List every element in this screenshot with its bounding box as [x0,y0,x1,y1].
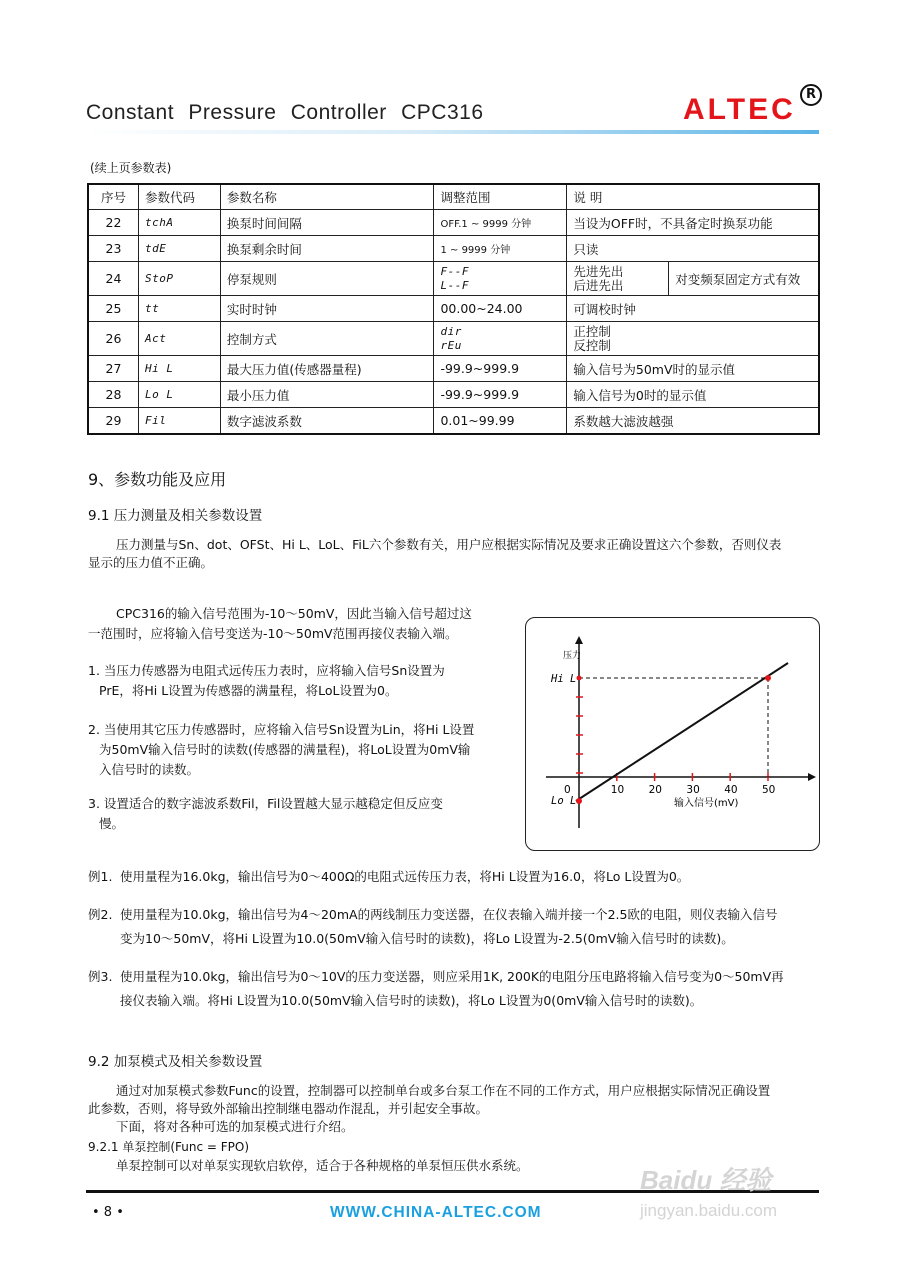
example-label: 例1. [88,869,113,884]
paragraph-line: CPC316的输入信号范围为-10～50mV，因此当输入信号超过这 [116,606,472,621]
list-item: 2. 当使用其它压力传感器时，应将输入信号Sn设置为Lin，将Hi L设置 [88,722,475,737]
row-no: 23 [89,236,139,262]
list-item: 1. 当压力传感器为电阻式远传压力表时，应将输入信号Sn设置为 [88,663,445,678]
row-name: 控制方式 [220,322,434,356]
parameter-table [88,184,819,434]
row-name: 换泵时间间隔 [220,210,434,236]
row-no: 27 [89,356,139,382]
table-row [89,322,819,356]
row-desc [567,322,819,356]
subsection-9-2-title: 9.2 加泵模式及相关参数设置 [88,1054,263,1070]
watermark-logo: Baidu 经验 [640,1165,772,1195]
website-link[interactable]: WWW.CHINA-ALTEC.COM [330,1204,542,1221]
header-no: 序号 [89,185,139,210]
paragraph-line: 通过对加泵模式参数Func的设置，控制器可以控制单台或多台泵工作在不同的工作方式，用户应根据实际情况正确设置 [116,1083,771,1098]
range-line-2: L--F [440,278,469,292]
subsection-9-1-title: 9.1 压力测量及相关参数设置 [88,508,263,524]
y-axis-label: 压力 [563,651,582,661]
example-text: 接仪表输入端。将Hi L设置为10.0(50mV输入信号时的读数)，将Lo L设置为0(0mV输入信号时的读数)。 [120,993,703,1008]
brand-logo: ALTEC [683,93,796,126]
desc-line-1: 正控制 [573,323,611,339]
x-axis-label: 输入信号(mV) [674,798,739,809]
row-no: 28 [89,382,139,408]
row-no: 26 [89,322,139,356]
row-code: Hi L [138,356,220,382]
row-range: -99.9~999.9 [434,382,567,408]
lol-point [576,798,582,804]
row-no: 24 [89,262,139,296]
row-name: 最大压力值(传感器量程) [220,356,434,382]
header-name: 参数名称 [220,185,434,210]
row-range [434,262,567,296]
x-tick-label: 10 [610,784,625,796]
document-title: Constant Pressure Controller CPC316 [86,101,484,124]
row-desc: 系数越大滤波越强 [567,408,819,434]
table-row [89,236,819,262]
table-row [89,356,819,382]
table-header-row [89,185,819,210]
y-axis-arrow [575,636,583,644]
list-item: 3. 设置适合的数字滤波系数Fil，Fil设置越大显示越稳定但反应变 [88,796,443,811]
paragraph-line: 此参数，否则，将导致外部输出控制继电器动作混乱，并引起安全事故。 [88,1101,489,1116]
row-desc: 当设为OFF时，不具备定时换泵功能 [567,210,819,236]
y-top-label: Hi L [551,673,577,685]
row-name: 最小压力值 [220,382,434,408]
row-range [434,322,567,356]
range-line-2: rEu [440,338,462,352]
row-code: Act [138,322,220,356]
x-tick-label: 20 [648,784,662,796]
list-item: PrE，将Hi L设置为传感器的满量程，将LoL设置为0。 [99,683,398,698]
data-series-line [576,663,788,801]
chart-frame [525,617,820,851]
paragraph-line: 下面，将对各种可选的加泵模式进行介绍。 [116,1119,354,1134]
list-item: 为50mV输入信号时的读数(传感器的满量程)，将LoL设置为0mV输 [99,742,471,757]
row-range: 0.01~99.99 [434,408,567,434]
row-code: tt [138,296,220,322]
row-code: Fil [138,408,220,434]
table-row [89,262,819,296]
row-range: 00.00~24.00 [434,296,567,322]
registered-mark: R [800,84,822,106]
range-line-1: dir [440,324,462,338]
paragraph-line: 显示的压力值不正确。 [88,555,214,570]
hil-point [765,675,771,681]
table-note: (续上页参数表) [90,161,172,175]
row-desc: 输入信号为0时的显示值 [567,382,819,408]
header-code: 参数代码 [138,185,220,210]
example-text: 使用量程为10.0kg，输出信号为0～10V的压力变送器，则应采用1K, 200K的电阻分压电路将输入信号变为0～50mV再 [120,969,784,984]
header-divider [86,130,819,134]
table-row [89,296,819,322]
row-name: 换泵剩余时间 [220,236,434,262]
row-code: StoP [138,262,220,296]
range-line-1: F--F [440,264,469,278]
row-no: 25 [89,296,139,322]
x-tick-label: 50 [762,784,776,796]
header-range: 调整范围 [434,185,567,210]
paragraph-line: 单泵控制可以对单泵实现软启软停，适合于各种规格的单泵恒压供水系统。 [116,1158,529,1173]
row-range: OFF.1 ~ 9999 分钟 [434,210,567,236]
row-range: 1 ~ 9999 分钟 [434,236,567,262]
row-code: tdE [138,236,220,262]
row-no: 22 [89,210,139,236]
row-name: 数字滤波系数 [220,408,434,434]
list-item: 慢。 [99,816,125,831]
y-bottom-label: Lo L [551,795,577,807]
x-tick-label: 40 [724,784,738,796]
table-row [89,408,819,434]
subsection-9-2-1-title: 9.2.1 单泵控制(Func = FPO) [88,1140,250,1154]
watermark [640,1160,777,1221]
row-desc: 输入信号为50mV时的显示值 [567,356,819,382]
row-code: Lo L [138,382,220,408]
row-code: tchA [138,210,220,236]
x-axis-arrow [808,773,816,781]
example-text: 使用量程为16.0kg，输出信号为0～400Ω的电阻式远传压力表，将Hi L设置为16.0，将Lo L设置为0。 [120,869,690,884]
desc-line-2: 后进先出 [573,277,624,293]
watermark-url: jingyan.baidu.com [640,1201,778,1220]
row-name: 停泵规则 [220,262,434,296]
table-row [89,210,819,236]
list-item: 入信号时的读数。 [99,762,200,777]
example-text: 变为10～50mV，将Hi L设置为10.0(50mV输入信号时的读数)，将Lo L设置为-2.5(0mV输入信号时的读数)。 [120,931,734,946]
example-label: 例3. [88,969,113,984]
page-number: • 8 • [92,1205,124,1220]
row-name: 实时时钟 [220,296,434,322]
pressure-signal-chart [526,618,819,850]
header-desc: 说 明 [567,185,819,210]
paragraph-line: 压力测量与Sn、dot、OFSt、Hi L、LoL、FiL六个参数有关，用户应根据实际情况及要求正确设置这六个参数，否则仪表 [116,537,782,552]
row-desc-note: 对变频泵固定方式有效 [669,262,819,296]
x-tick-label: 30 [686,784,700,796]
x-tick-label: 0 [564,784,571,796]
example-label: 例2. [88,907,113,922]
row-desc: 可调校时钟 [567,296,819,322]
desc-line-2: 反控制 [573,337,611,353]
table-row [89,382,819,408]
row-desc [567,262,669,296]
hil-axis-marker [577,676,582,681]
paragraph-line: 一范围时，应将输入信号变送为-10～50mV范围再接仪表输入端。 [88,626,458,641]
row-no: 29 [89,408,139,434]
row-range: -99.9~999.9 [434,356,567,382]
row-desc: 只读 [567,236,819,262]
desc-line-1: 先进先出 [573,263,624,279]
section-title: 9、参数功能及应用 [88,470,227,489]
example-text: 使用量程为10.0kg，输出信号为4～20mA的两线制压力变送器，在仪表输入端并接一个2.5欧的电阻，则仪表输入信号 [120,907,778,922]
